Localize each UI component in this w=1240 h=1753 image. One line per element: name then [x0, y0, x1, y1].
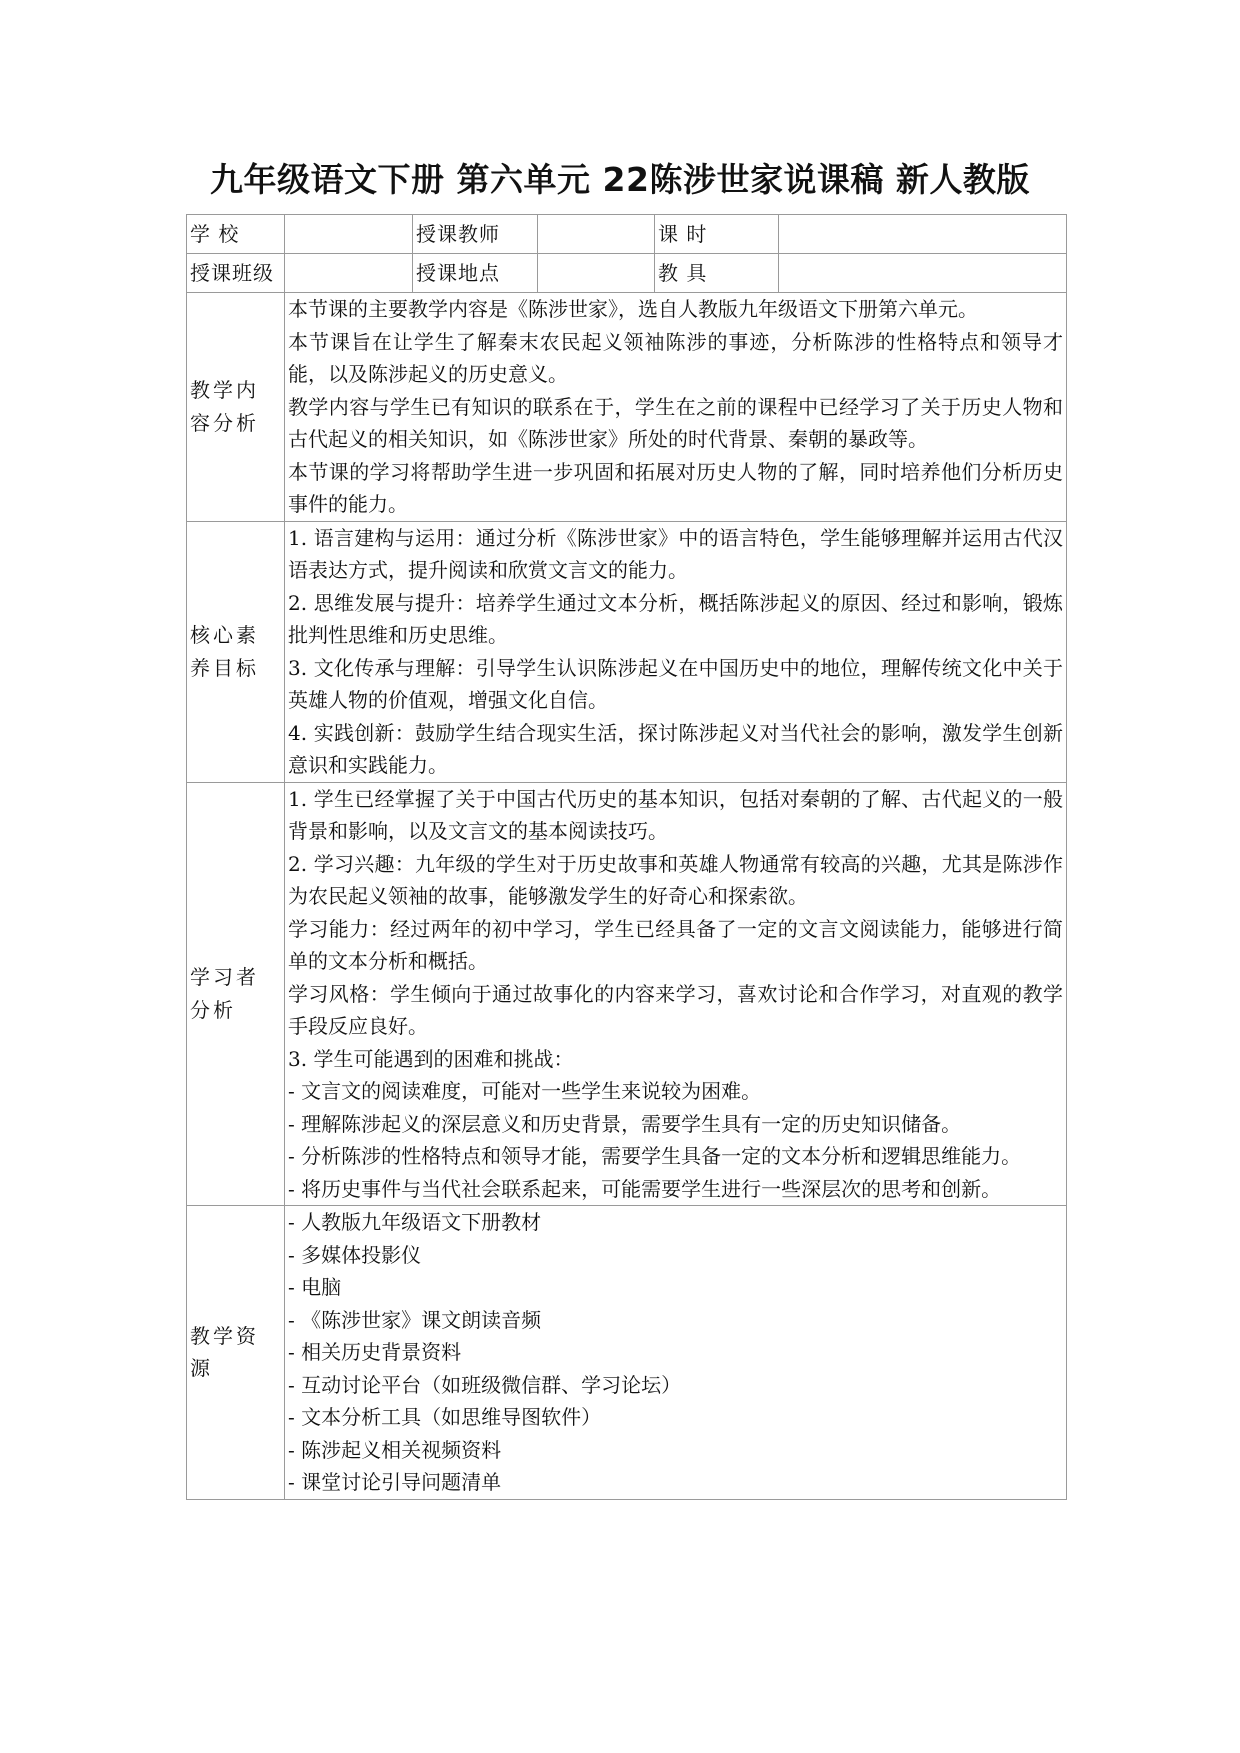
content-line: 教学内容与学生已有知识的联系在于，学生在之前的课程中已经学习了关于历史人物和古代起义的相关知识，如《陈涉世家》所处的时代背景、秦朝的暴政等。 — [288, 394, 1063, 451]
content-line: - 《陈涉世家》课文朗读音频 — [288, 1307, 542, 1332]
content-line: 2. 学习兴趣：九年级的学生对于历史故事和英雄人物通常有较高的兴趣，尤其是陈涉作为农民起义领袖的故事，能够激发学生的好奇心和探索欲。 — [288, 851, 1063, 908]
section-label: 核心素养目标 — [187, 521, 285, 782]
section-label: 学习者分析 — [187, 782, 285, 1206]
section-content — [285, 1206, 1067, 1500]
teacher-value — [538, 215, 655, 254]
document-title: 九年级语文下册 第六单元 22陈涉世家说课稿 新人教版 — [210, 160, 1030, 199]
header-row-2 — [187, 254, 1067, 293]
section-row-learner-analysis — [187, 782, 1067, 1206]
content-line: - 将历史事件与当代社会联系起来，可能需要学生进行一些深层次的思考和创新。 — [288, 1176, 1002, 1201]
content-line: 3. 文化传承与理解：引导学生认识陈涉起义在中国历史中的地位，理解传统文化中关于英雄人物的价值观，增强文化自信。 — [288, 655, 1063, 712]
content-line: - 电脑 — [288, 1275, 342, 1299]
content-line: 本节课旨在让学生了解秦末农民起义领袖陈涉的事迹，分析陈涉的性格特点和领导才能，以及陈涉起义的历史意义。 — [288, 329, 1063, 386]
period-value — [779, 215, 1067, 254]
content-line: - 互动讨论平台（如班级微信群、学习论坛） — [288, 1372, 682, 1397]
content-line: - 理解陈涉起义的深层意义和历史背景，需要学生具有一定的历史知识储备。 — [288, 1111, 962, 1136]
content-line: 1. 语言建构与运用：通过分析《陈涉世家》中的语言特色，学生能够理解并运用古代汉语表达方式，提升阅读和欣赏文言文的能力。 — [288, 525, 1063, 582]
content-line: - 人教版九年级语文下册教材 — [288, 1210, 542, 1234]
content-line: 1. 学生已经掌握了关于中国古代历史的基本知识，包括对秦朝的了解、古代起义的一般背景和影响，以及文言文的基本阅读技巧。 — [288, 786, 1063, 843]
school-value — [285, 215, 413, 254]
content-line: - 相关历史背景资料 — [288, 1340, 462, 1364]
content-line: 学习风格：学生倾向于通过故事化的内容来学习，喜欢讨论和合作学习，对直观的教学手段反应良好。 — [288, 981, 1063, 1038]
header-row-1 — [187, 215, 1067, 254]
lesson-plan-table — [186, 214, 1067, 1500]
teacher-label: 授课教师 — [413, 215, 538, 254]
location-label: 授课地点 — [413, 254, 538, 293]
school-label: 学 校 — [187, 215, 285, 254]
content-line: - 分析陈涉的性格特点和领导才能，需要学生具备一定的文本分析和逻辑思维能力。 — [288, 1144, 1022, 1168]
content-line: - 文本分析工具（如思维导图软件） — [288, 1405, 602, 1429]
content-line: - 课堂讨论引导问题清单 — [288, 1470, 502, 1494]
content-line: 3. 学生可能遇到的困难和挑战： — [288, 1046, 574, 1071]
section-row-core-goals — [187, 521, 1067, 782]
content-line: 本节课的学习将帮助学生进一步巩固和拓展对历史人物的了解，同时培养他们分析历史事件的能力。 — [288, 459, 1063, 516]
tools-label: 教 具 — [655, 254, 779, 293]
section-row-content-analysis — [187, 293, 1067, 522]
class-label: 授课班级 — [187, 254, 285, 293]
content-line: 4. 实践创新：鼓励学生结合现实生活，探讨陈涉起义对当代社会的影响，激发学生创新意识和实践能力。 — [288, 720, 1063, 777]
content-line: 学习能力：经过两年的初中学习，学生已经具备了一定的文言文阅读能力，能够进行简单的文本分析和概括。 — [288, 916, 1063, 973]
location-value — [538, 254, 655, 293]
class-value — [285, 254, 413, 293]
content-line: - 陈涉起义相关视频资料 — [288, 1437, 502, 1462]
period-label: 课 时 — [655, 215, 779, 254]
section-content — [285, 293, 1067, 522]
section-row-teaching-resources — [187, 1206, 1067, 1500]
content-line: - 多媒体投影仪 — [288, 1242, 422, 1267]
tools-value — [779, 254, 1067, 293]
section-label: 教学内容分析 — [187, 293, 285, 522]
content-line: - 文言文的阅读难度，可能对一些学生来说较为困难。 — [288, 1079, 762, 1103]
section-content — [285, 782, 1067, 1206]
content-line: 本节课的主要教学内容是《陈涉世家》，选自人教版九年级语文下册第六单元。 — [288, 297, 978, 321]
section-label: 教学资源 — [187, 1206, 285, 1500]
content-line: 2. 思维发展与提升：培养学生通过文本分析，概括陈涉起义的原因、经过和影响，锻炼批判性思维和历史思维。 — [288, 590, 1063, 647]
section-content — [285, 521, 1067, 782]
